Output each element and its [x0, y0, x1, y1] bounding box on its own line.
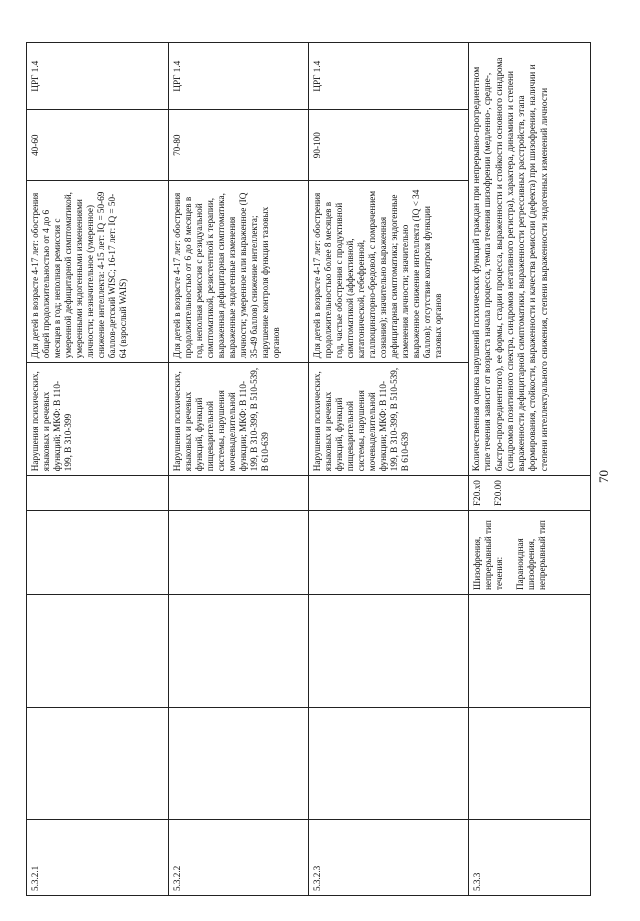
- diagnosis-name: Параноидная шизофрения, непрерывный тип: [515, 520, 547, 590]
- empty-cell: [469, 595, 591, 708]
- empty-cell: [309, 708, 469, 820]
- table-row: [27, 43, 169, 896]
- empty-cell: [309, 595, 469, 708]
- row-ref: ЦРГ 1.4: [169, 43, 309, 110]
- section-code: 5.3.3: [469, 820, 591, 896]
- row-ref: ЦРГ 1.4: [309, 43, 469, 110]
- empty-cell: [169, 476, 309, 511]
- row-code: 5.3.2.3: [309, 820, 469, 896]
- table-row: [469, 43, 591, 896]
- icd-code: F20.x0: [472, 480, 482, 506]
- page-number: 70: [596, 470, 611, 483]
- row-disorders: Нарушения психических, языковых и речевых функций, функций пищеварительной системы, нарушения мочевыделительной функции; МКФ: B 110-199, B 310-399, B 510-539, B 610-639: [309, 363, 469, 476]
- row-criteria: Для детей в возрасте 4-17 лет: обострения продолжительностью от 6 до 8 месяцев в год, неполная ремиссия с резидуальной симптоматикой, резистентной к терапии, выраженная дефицитарная симптоматика, выраженные эндогенные изменения личности; умеренное или выраженное (IQ 35-49 баллов) снижение интеллекта; нарушение контроля функции тазовых органов: [169, 181, 309, 363]
- row-disorders: Нарушения психических, языковых и речевых функций, функций пищеварительной системы, нарушения мочевыделительной функции; МКФ: B 110-199, B 310-399, B 510-539, B 610-639: [169, 363, 309, 476]
- empty-cell: [169, 511, 309, 595]
- row-disorders: Нарушения психических, языковых и речевых функций; МКФ: B 110-199, B 310-399: [27, 363, 169, 476]
- criteria-table: [26, 42, 591, 896]
- row-criteria: Для детей в возрасте 4-17 лет: обострения общей продолжительностью от 4 до 6 месяцев в год; неполная ремиссия с умеренной дефицитарной симптоматикой, умеренными эндогенными изменениями личности; незначительное (умеренное) снижение интеллекта: 4-15 лет: IQ = 50-69 баллов-детский WISC; 16-17 лет: IQ = 50-64 (взрослый WAIS): [27, 181, 169, 363]
- section-diagnoses: [469, 511, 591, 595]
- row-percent: 90-100: [309, 110, 469, 181]
- section-icd: [469, 476, 591, 511]
- empty-cell: [169, 595, 309, 708]
- empty-cell: [309, 511, 469, 595]
- section-note: Количественная оценка нарушений психических функций граждан при непрерывно-прогредиентном типе течения зависит от возраста начала процесса, темпа течения шизофрении (медленно-, средне-, быстро-прогредиентного), ее формы, стадии процесса, выраженности и стойкости основного синдрома (синдромов позитивного спектра, синдромов негативного регистра), характера, динамики и степени выраженности дефицитарной симптоматики, выраженности регрессивных расстройств, этапа формирования, стойкости, выраженности и качества ремиссии (дефекта) при шизофрении, наличии и степени интеллектуального снижения, степени выраженности эндогенных изменений личности: [469, 43, 591, 476]
- empty-cell: [27, 595, 169, 708]
- table-row: [309, 43, 469, 896]
- empty-cell: [27, 708, 169, 820]
- empty-cell: [309, 476, 469, 511]
- table-wrapper: [26, 42, 591, 896]
- empty-cell: [27, 511, 169, 595]
- diagnosis-name: Шизофрения, непрерывный тип течения:: [472, 520, 504, 590]
- row-code: 5.3.2.1: [27, 820, 169, 896]
- row-criteria: Для детей в возрасте 4-17 лет: обострения продолжительностью более 8 месяцев в год, частые обострения с продуктивной симптоматикой (аффективной, кататонической, гебефренной, галлюцинаторно-бредовой, с помрачением сознания); значительно выраженная дефицитарная симптоматика; эндогенные изменения личности; значительно выраженное снижение интеллекта (IQ < 34 баллов); отсутствие контроля функции тазовых органов: [309, 181, 469, 363]
- empty-cell: [469, 708, 591, 820]
- row-percent: 70-80: [169, 110, 309, 181]
- row-code: 5.3.2.2: [169, 820, 309, 896]
- row-ref: ЦРГ 1.4: [27, 43, 169, 110]
- table-row: [169, 43, 309, 896]
- row-percent: 40-60: [27, 110, 169, 181]
- empty-cell: [27, 476, 169, 511]
- empty-cell: [169, 708, 309, 820]
- icd-code: F20.00: [493, 480, 503, 506]
